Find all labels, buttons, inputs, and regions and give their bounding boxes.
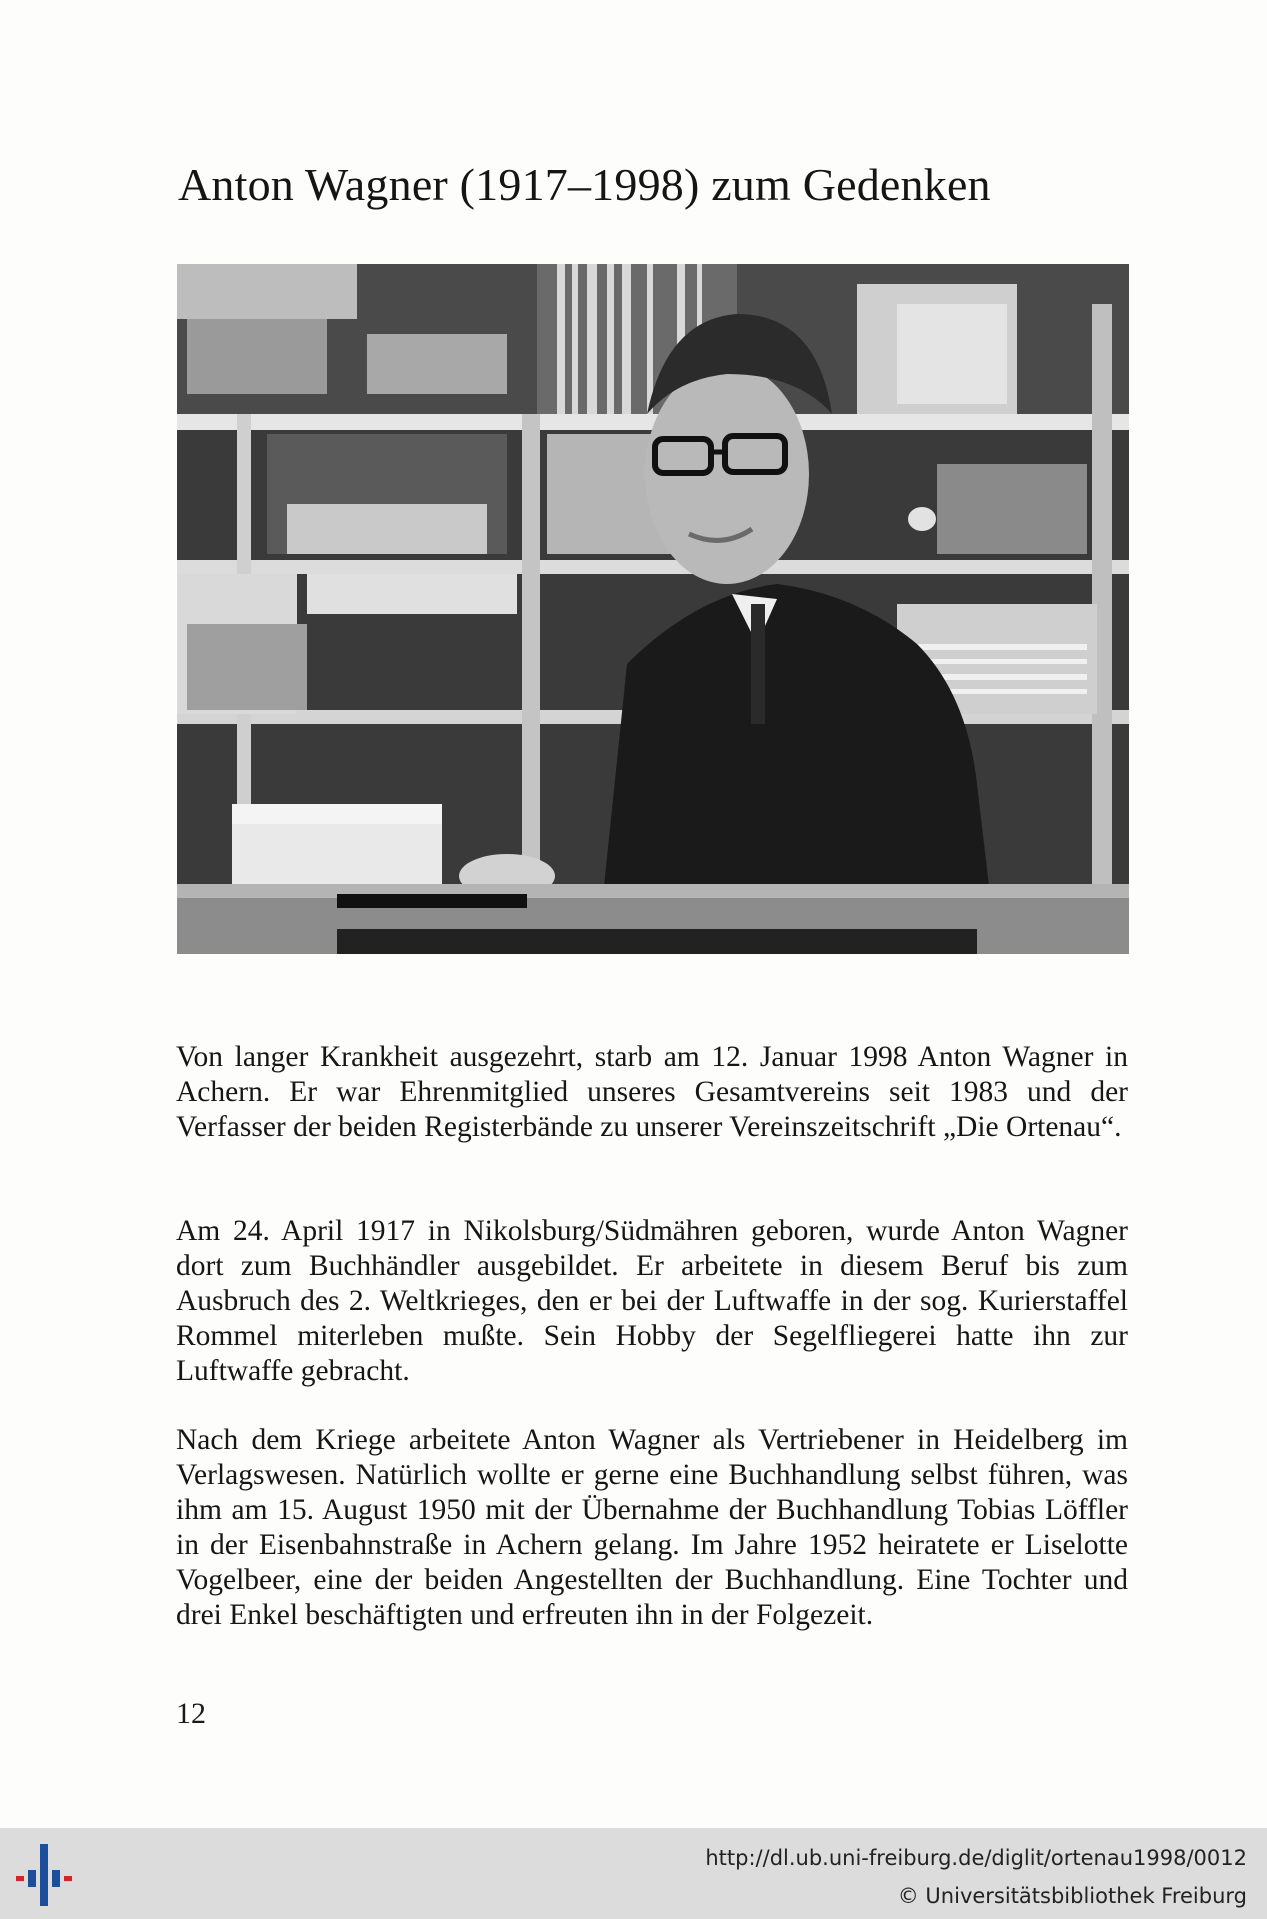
paragraph-3 [176, 1423, 1128, 1633]
paragraph-1 [176, 1040, 1128, 1145]
page-number: 12 [176, 1697, 206, 1730]
paragraph-2 [176, 1214, 1128, 1389]
footer-url-link[interactable]: http://dl.ub.uni-freiburg.de/diglit/ortenau1998/0012 [705, 1846, 1247, 1870]
paragraph-text: Nach dem Kriege arbeitete Anton Wagner als Vertriebener in Heidelberg im Verlagswesen. Natürlich wollte er gerne eine Buchhandlung selbst führen, was ihm am 15. August 1950 mit der Übernahme der Buchhandlung Tobias Löffler in der Eisenbahnstraße in Achern gelang. Im Jahre 1952 heiratete er Liselotte Vogelbeer, eine der beiden Angestellten der Buchhandlung. Eine Tochter und drei Enkel beschäftigten und erfreuten ihn in der Folgezeit. [176, 1424, 1128, 1631]
library-logo-icon [14, 1840, 80, 1910]
paragraph-text: Von langer Krankheit ausgezehrt, starb am 12. Januar 1998 Anton Wagner in Achern. Er war Ehrenmitglied unseres Gesamtvereins seit 1983 und der Verfasser der beiden Registerbände zu unserer Vereinszeitschrift „Die Ortenau“. [176, 1041, 1128, 1143]
footer-bar [0, 1828, 1267, 1919]
paragraph-text: Am 24. April 1917 in Nikolsburg/Südmähren geboren, wurde Anton Wagner dort zum Buchhändler ausgebildet. Er arbeitete in diesem Beruf bis zum Ausbruch des 2. Weltkrieges, den er bei der Luftwaffe in der sog. Kurierstaffel Rommel miterleben mußte. Sein Hobby der Segelfliegerei hatte ihn zur Luftwaffe gebracht. [176, 1215, 1128, 1387]
footer-copyright: © Universitätsbibliothek Freiburg [897, 1884, 1247, 1908]
portrait-photo [177, 264, 1129, 954]
page-title: Anton Wagner (1917–1998) zum Gedenken [178, 159, 991, 210]
